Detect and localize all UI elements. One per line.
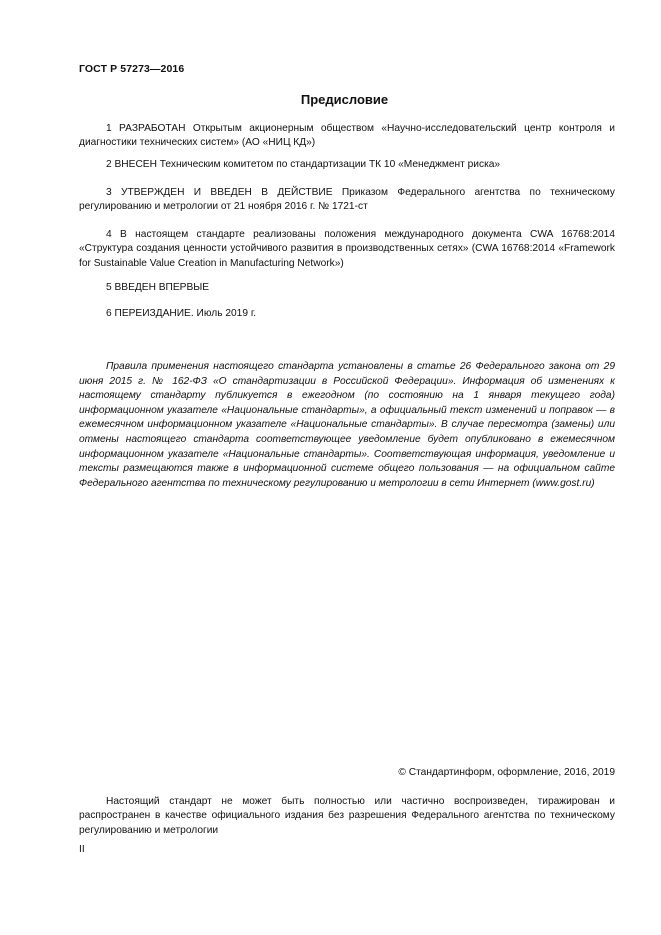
standard-number: ГОСТ Р 57273—2016: [79, 63, 185, 75]
reproduction-notice: Настоящий стандарт не может быть полностью или частично воспроизведен, тиражирован и распространен в качестве официального издания без разрешения Федерального агентства по техническому регулированию и метрологии: [79, 796, 615, 836]
standard-application-notice: Правила применения настоящего стандарта установлены в статье 26 Федерального закона от 29 июня 2015 г. № 162-ФЗ «О стандартизации в Российской Федерации». Информация об изменениях к настоящему стандарту публикуется в ежегодном (по состоянию на 1 января текущего года) информационном указателе «Национальные стандарты», а официальный текст изменений и поправок — в ежемесячном информационном указателе «Национальные стандарты». В случае пересмотра (замены) или отмены настоящего стандарта соответствующее уведомление будет опубликовано в ежемесячном информационном указателе «Национальные стандарты». Соответствующая информация, уведомление и тексты размещаются также в информационной системе общего пользования — на официальном сайте Федерального агентства по техническому регулированию и метрологии в сети Интернет (www.gost.ru): [79, 361, 615, 489]
foreword-item-4: 4 В настоящем стандарте реализованы положения международного документа CWA 16768:2014 «Структура создания ценности устойчивого развития в производственных сетях» (CWA 16768:2014 «Framework for Sustainable Value Creation in Manufacturing Network»): [79, 229, 615, 269]
foreword-item-1: 1 РАЗРАБОТАН Открытым акционерным обществом «Научно-исследовательский центр контроля и диагностики технических систем» (АО «НИЦ КД»): [79, 123, 615, 149]
copyright-line: © Стандартинформ, оформление, 2016, 2019: [398, 767, 615, 778]
foreword-item-2: 2 ВНЕСЕН Техническим комитетом по стандартизации ТК 10 «Менеджмент риска»: [106, 159, 501, 170]
foreword-item-3: 3 УТВЕРЖДЕН И ВВЕДЕН В ДЕЙСТВИЕ Приказом Федерального агентства по техническому регулированию и метрологии от 21 ноября 2016 г. № 1721-ст: [79, 187, 615, 213]
page-number: II: [79, 844, 85, 855]
foreword-item-6: 6 ПЕРЕИЗДАНИЕ. Июль 2019 г.: [106, 308, 257, 319]
foreword-item-5: 5 ВВЕДЕН ВПЕРВЫЕ: [106, 282, 210, 293]
page-title: Предисловие: [300, 92, 389, 107]
